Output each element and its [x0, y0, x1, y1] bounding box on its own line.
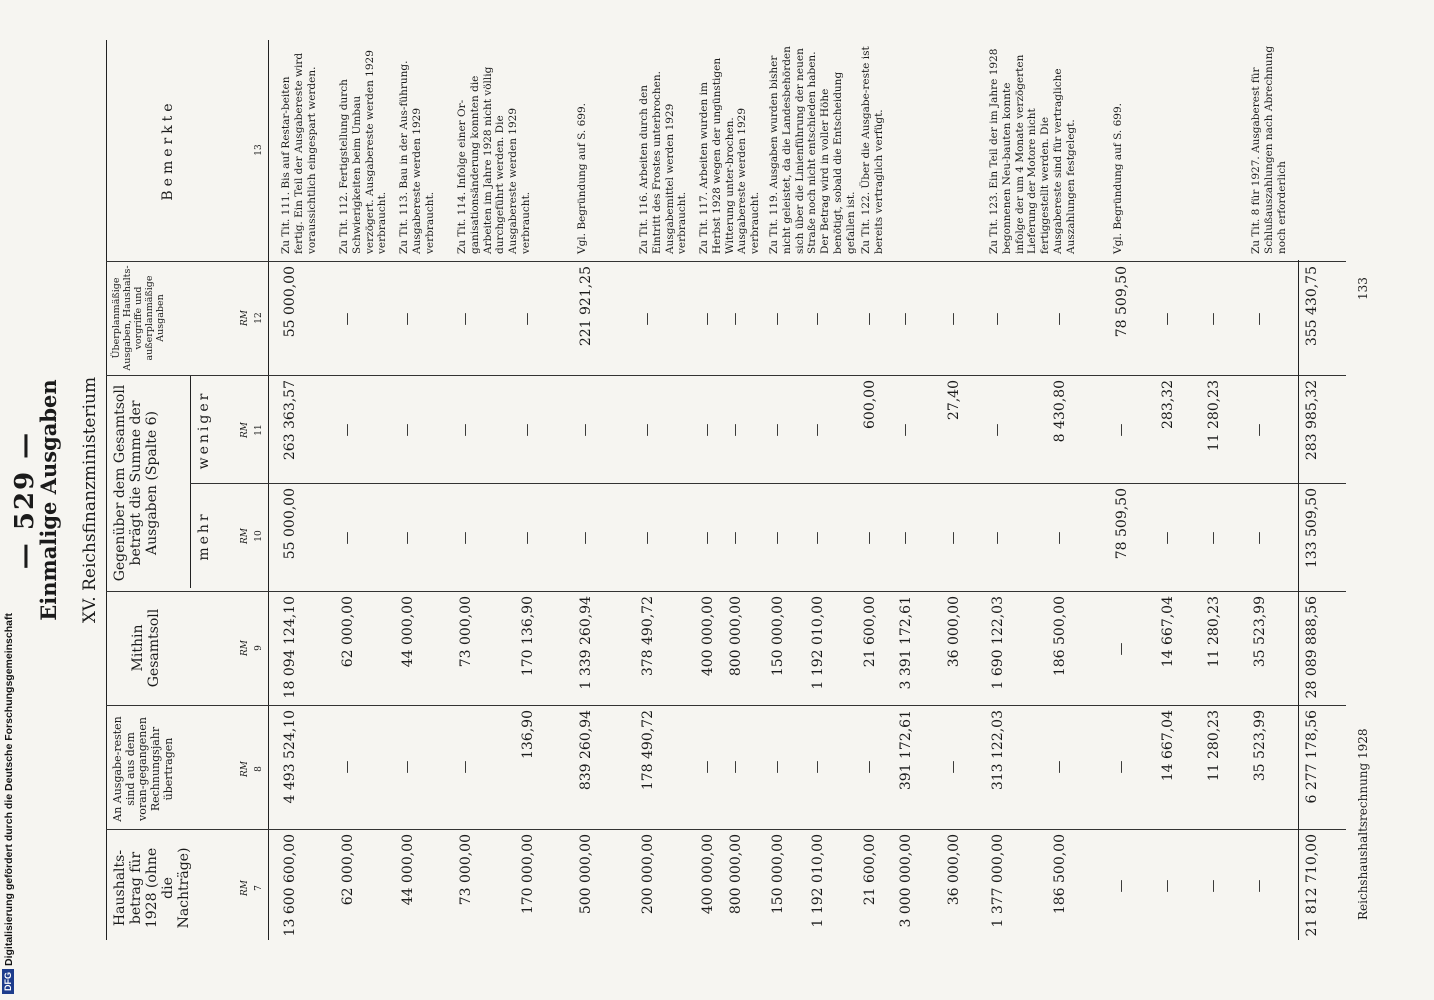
column-rule [106, 829, 1346, 830]
cell-c11: — [898, 423, 913, 437]
cell-c11: — [700, 423, 715, 437]
cell-c7: 44 000,00 [400, 834, 416, 906]
cell-c8: — [810, 760, 825, 774]
total-c9: 28 089 888,56 [1304, 596, 1320, 699]
footer-left: Reichshaushaltsrechnung 1928 [1356, 728, 1370, 920]
cell-c7: — [1114, 879, 1129, 893]
cell-c12: — [810, 312, 825, 326]
total-c12: 355 430,75 [1304, 266, 1320, 347]
cell-c9: 73 000,00 [458, 596, 474, 668]
cell-c12: — [1206, 312, 1221, 326]
header-c12: Überplanmäßige Ausgaben, Haushalts-vorgriffe und außerplanmäßige Ausgaben [111, 265, 166, 371]
unit-c10: RM [240, 528, 250, 544]
cell-c10: — [770, 531, 785, 545]
cell-c8: 313 122,03 [990, 710, 1006, 791]
unit-c11: RM [240, 422, 250, 438]
cell-c10: — [1160, 531, 1175, 545]
cell-c12: — [770, 312, 785, 326]
cell-c12: — [700, 312, 715, 326]
cell-c11: — [1252, 423, 1267, 437]
header-group-rule [190, 376, 191, 588]
cell-c9: — [1114, 642, 1129, 656]
cell-c12: — [340, 312, 355, 326]
cell-c9: 170 136,90 [520, 596, 536, 677]
digitization-strip [0, 0, 20, 1000]
cell-c12: — [990, 312, 1005, 326]
cell-c10: — [1206, 531, 1221, 545]
unit-c12: RM [240, 310, 250, 326]
cell-c10: — [862, 531, 877, 545]
cell-c9: 3 391 172,61 [898, 596, 914, 690]
page-number: — 529 — [10, 430, 40, 570]
cell-c12: 55 000,00 [282, 266, 298, 338]
footer-page-number: 133 [1356, 277, 1370, 300]
cell-c11: — [770, 423, 785, 437]
cell-c11: — [810, 423, 825, 437]
cell-c10: — [1252, 531, 1267, 545]
cell-c10: — [520, 531, 535, 545]
cell-c10: — [578, 531, 593, 545]
cell-c10: — [728, 531, 743, 545]
cell-c10: — [810, 531, 825, 545]
remark-text: Zu Tit. 111. Bis auf Restar-beiten fertig. Ein Teil der Ausgabereste wird voraussichtlich eingespart werden. [280, 52, 318, 254]
cell-c12: 221 921,25 [578, 266, 594, 347]
cell-c8: 4 493 524,10 [282, 710, 298, 804]
cell-c12: — [1160, 312, 1175, 326]
cell-c11: — [640, 423, 655, 437]
header-c8: An Ausgabe-resten sind aus dem voran-gegangenen Rechnungsjahr übertragen [111, 716, 175, 822]
column-rule [106, 705, 1346, 706]
cell-c11: — [340, 423, 355, 437]
header-c10: mehr [196, 511, 212, 561]
cell-c8: 391 172,61 [898, 710, 914, 791]
total-c8: 6 277 178,56 [1304, 710, 1320, 804]
cell-c9: 44 000,00 [400, 596, 416, 668]
cell-c7: 1 192 010,00 [810, 834, 826, 928]
cell-c9: 150 000,00 [770, 596, 786, 677]
cell-c11: 11 280,23 [1206, 380, 1222, 452]
cell-c8: 35 523,99 [1252, 710, 1268, 782]
cell-c8: 14 667,04 [1160, 710, 1176, 782]
cell-c11: 263 363,57 [282, 380, 298, 461]
cell-c11: 27,40 [946, 380, 962, 421]
cell-c11: 8 430,80 [1052, 380, 1068, 443]
cell-c7: 21 600,00 [862, 834, 878, 906]
cell-c12: — [862, 312, 877, 326]
cell-c12: — [400, 312, 415, 326]
cell-c8: — [1052, 760, 1067, 774]
ministry-heading: XV. Reichsfinanzministerium [80, 376, 100, 624]
cell-c8: 178 490,72 [640, 710, 656, 791]
cell-c10: — [946, 531, 961, 545]
cell-c11: — [400, 423, 415, 437]
cell-c9: 800 000,00 [728, 596, 744, 677]
cell-c7: — [1160, 879, 1175, 893]
total-c7: 21 812 710,00 [1304, 834, 1320, 937]
cell-c9: 186 500,00 [1052, 596, 1068, 677]
cell-c7: 500 000,00 [578, 834, 594, 915]
unit-c9: RM [240, 640, 250, 656]
cell-c9: 18 094 124,10 [282, 596, 298, 699]
remark-text: Zu Tit. 114. Infolge einer Or-ganisationsänderung konnten die Arbeiten im Jahre 1928 nicht völlig durchgeführt werden. Die Ausgabereste werden 1929 verbraucht. [456, 66, 532, 254]
cell-c7: 62 000,00 [340, 834, 356, 906]
cell-c12: — [728, 312, 743, 326]
header-c9: Mithin Gesamtsoll [130, 608, 163, 688]
cell-c10: 78 509,50 [1114, 488, 1130, 560]
cell-c7: 800 000,00 [728, 834, 744, 915]
header-c13: Bemerkte [160, 99, 176, 201]
cell-c9: 1 690 122,03 [990, 596, 1006, 690]
cell-c9: 1 192 010,00 [810, 596, 826, 690]
cell-c10: — [640, 531, 655, 545]
cell-c7: 1 377 000,00 [990, 834, 1006, 928]
cell-c8: — [1114, 760, 1129, 774]
colnum-7: 7 [254, 885, 264, 891]
column-rule [190, 483, 1346, 484]
cell-c8: — [770, 760, 785, 774]
cell-c10: — [990, 531, 1005, 545]
colnum-10: 10 [254, 530, 264, 542]
cell-c8: — [700, 760, 715, 774]
colnum-12: 12 [254, 312, 264, 324]
cell-c11: — [728, 423, 743, 437]
cell-c11: — [458, 423, 473, 437]
cell-c12: 78 509,50 [1114, 266, 1130, 338]
cell-c12: — [1252, 312, 1267, 326]
remark-text: Zu Tit. 8 für 1927. Ausgaberest für Schlußauszahlungen nach Abrechnung noch erforderlich [1250, 45, 1288, 254]
cell-c8: — [458, 760, 473, 774]
section-title: Einmalige Ausgaben [36, 379, 61, 621]
cell-c12: — [946, 312, 961, 326]
remark-text: Zu Tit. 119. Ausgaben wurden bisher nicht geleistet, da die Landesbehörden sich über die Linienführung der neuen Straße noch nicht entschieden haben. Der Betrag wird in voller Höhe benötigt, sobald die Entscheidung gefallen ist. [768, 46, 857, 254]
header-bottom-rule [268, 40, 269, 940]
cell-c11: — [578, 423, 593, 437]
cell-c10: — [400, 531, 415, 545]
remark-text: Zu Tit. 116. Arbeiten durch den Eintritt des Frostes unterbrochen. Ausgabemittel werden 1929 verbraucht. [638, 71, 689, 254]
cell-c7: 150 000,00 [770, 834, 786, 915]
cell-c8: — [862, 760, 877, 774]
cell-c9: 21 600,00 [862, 596, 878, 668]
cell-c8: — [728, 760, 743, 774]
header-c10-c11-group: Gegenüber dem Gesamtsoll beträgt die Summe der Ausgaben (Spalte 6) [112, 384, 161, 582]
cell-c10: 55 000,00 [282, 488, 298, 560]
cell-c9: 14 667,04 [1160, 596, 1176, 668]
cell-c7: 73 000,00 [458, 834, 474, 906]
cell-c10: — [898, 531, 913, 545]
cell-c12: — [1052, 312, 1067, 326]
remark-text: Zu Tit. 112. Fertigstellung durch Schwierigkeiten beim Umbau verzögert. Ausgabereste werden 1929 verbraucht. [338, 50, 389, 254]
cell-c7: 170 000,00 [520, 834, 536, 915]
cell-c11: — [990, 423, 1005, 437]
cell-c9: 11 280,23 [1206, 596, 1222, 668]
cell-c7: — [1206, 879, 1221, 893]
total-c11: 283 985,32 [1304, 380, 1320, 461]
cell-c7: 36 000,00 [946, 834, 962, 906]
unit-c7: RM [240, 880, 250, 896]
cell-c12: — [458, 312, 473, 326]
dfg-logo: DFG [2, 969, 14, 994]
cell-c8: 11 280,23 [1206, 710, 1222, 782]
cell-c8: 136,90 [520, 710, 536, 759]
cell-c7: 13 600 600,00 [282, 834, 298, 937]
cell-c11: 283,32 [1160, 380, 1176, 429]
cell-c9: 378 490,72 [640, 596, 656, 677]
cell-c11: — [1114, 423, 1129, 437]
cell-c7: — [1252, 879, 1267, 893]
colnum-9: 9 [254, 645, 264, 651]
cell-c10: — [1052, 531, 1067, 545]
cell-c11: — [520, 423, 535, 437]
remark-text: Vgl. Begründung auf S. 699. [576, 103, 588, 254]
header-c7: Haushalts-betrag für 1928 (ohne die Nachträge) [112, 847, 193, 929]
digitization-note: Digitalisierung gefördert durch die Deutsche Forschungsgemeinschaft [3, 613, 15, 966]
remark-text: Vgl. Begründung auf S. 699. [1112, 103, 1124, 254]
remark-text: Zu Tit. 123. Ein Teil der im Jahre 1928 begonnenen Neu-bauten konnte infolge der um 4 Monate verzögerten Lieferung der Motore nicht fertiggestellt werden. Die Ausgabereste sind für vertragliche Auszahlungen festgelegt. [988, 48, 1077, 254]
column-rule [106, 375, 1346, 376]
cell-c9: 1 339 260,94 [578, 596, 594, 690]
cell-c10: — [340, 531, 355, 545]
header-c11: weniger [196, 390, 212, 470]
unit-c8: RM [240, 761, 250, 777]
cell-c10: — [458, 531, 473, 545]
cell-c7: 186 500,00 [1052, 834, 1068, 915]
cell-c8: — [946, 760, 961, 774]
column-rule [106, 591, 1346, 592]
remark-text: Zu Tit. 113. Bau in der Aus-führung. Ausgabereste werden 1929 verbraucht. [398, 60, 436, 254]
cell-c8: — [340, 760, 355, 774]
totals-rule [1298, 260, 1299, 940]
colnum-8: 8 [254, 766, 264, 772]
cell-c8: — [400, 760, 415, 774]
cell-c7: 200 000,00 [640, 834, 656, 915]
cell-c9: 36 000,00 [946, 596, 962, 668]
cell-c7: 3 000 000,00 [898, 834, 914, 928]
cell-c10: — [700, 531, 715, 545]
cell-c12: — [520, 312, 535, 326]
cell-c9: 62 000,00 [340, 596, 356, 668]
cell-c11: 600,00 [862, 380, 878, 429]
colnum-13: 13 [254, 144, 264, 156]
cell-c9: 400 000,00 [700, 596, 716, 677]
cell-c9: 35 523,99 [1252, 596, 1268, 668]
cell-c12: — [898, 312, 913, 326]
total-c10: 133 509,50 [1304, 488, 1320, 569]
cell-c12: — [640, 312, 655, 326]
column-rule [106, 261, 1346, 262]
remark-text: Zu Tit. 122. Über die Ausgabe-reste ist bereits vertraglich verfügt. [860, 46, 885, 254]
cell-c8: 839 260,94 [578, 710, 594, 791]
colnum-11: 11 [254, 424, 264, 436]
remark-text: Zu Tit. 117. Arbeiten wurden im Herbst 1928 wegen der ungünstigen Witterung unter-brochen. Ausgabereste werden 1929 verbraucht. [698, 57, 762, 254]
cell-c7: 400 000,00 [700, 834, 716, 915]
header-top-rule [106, 40, 107, 940]
